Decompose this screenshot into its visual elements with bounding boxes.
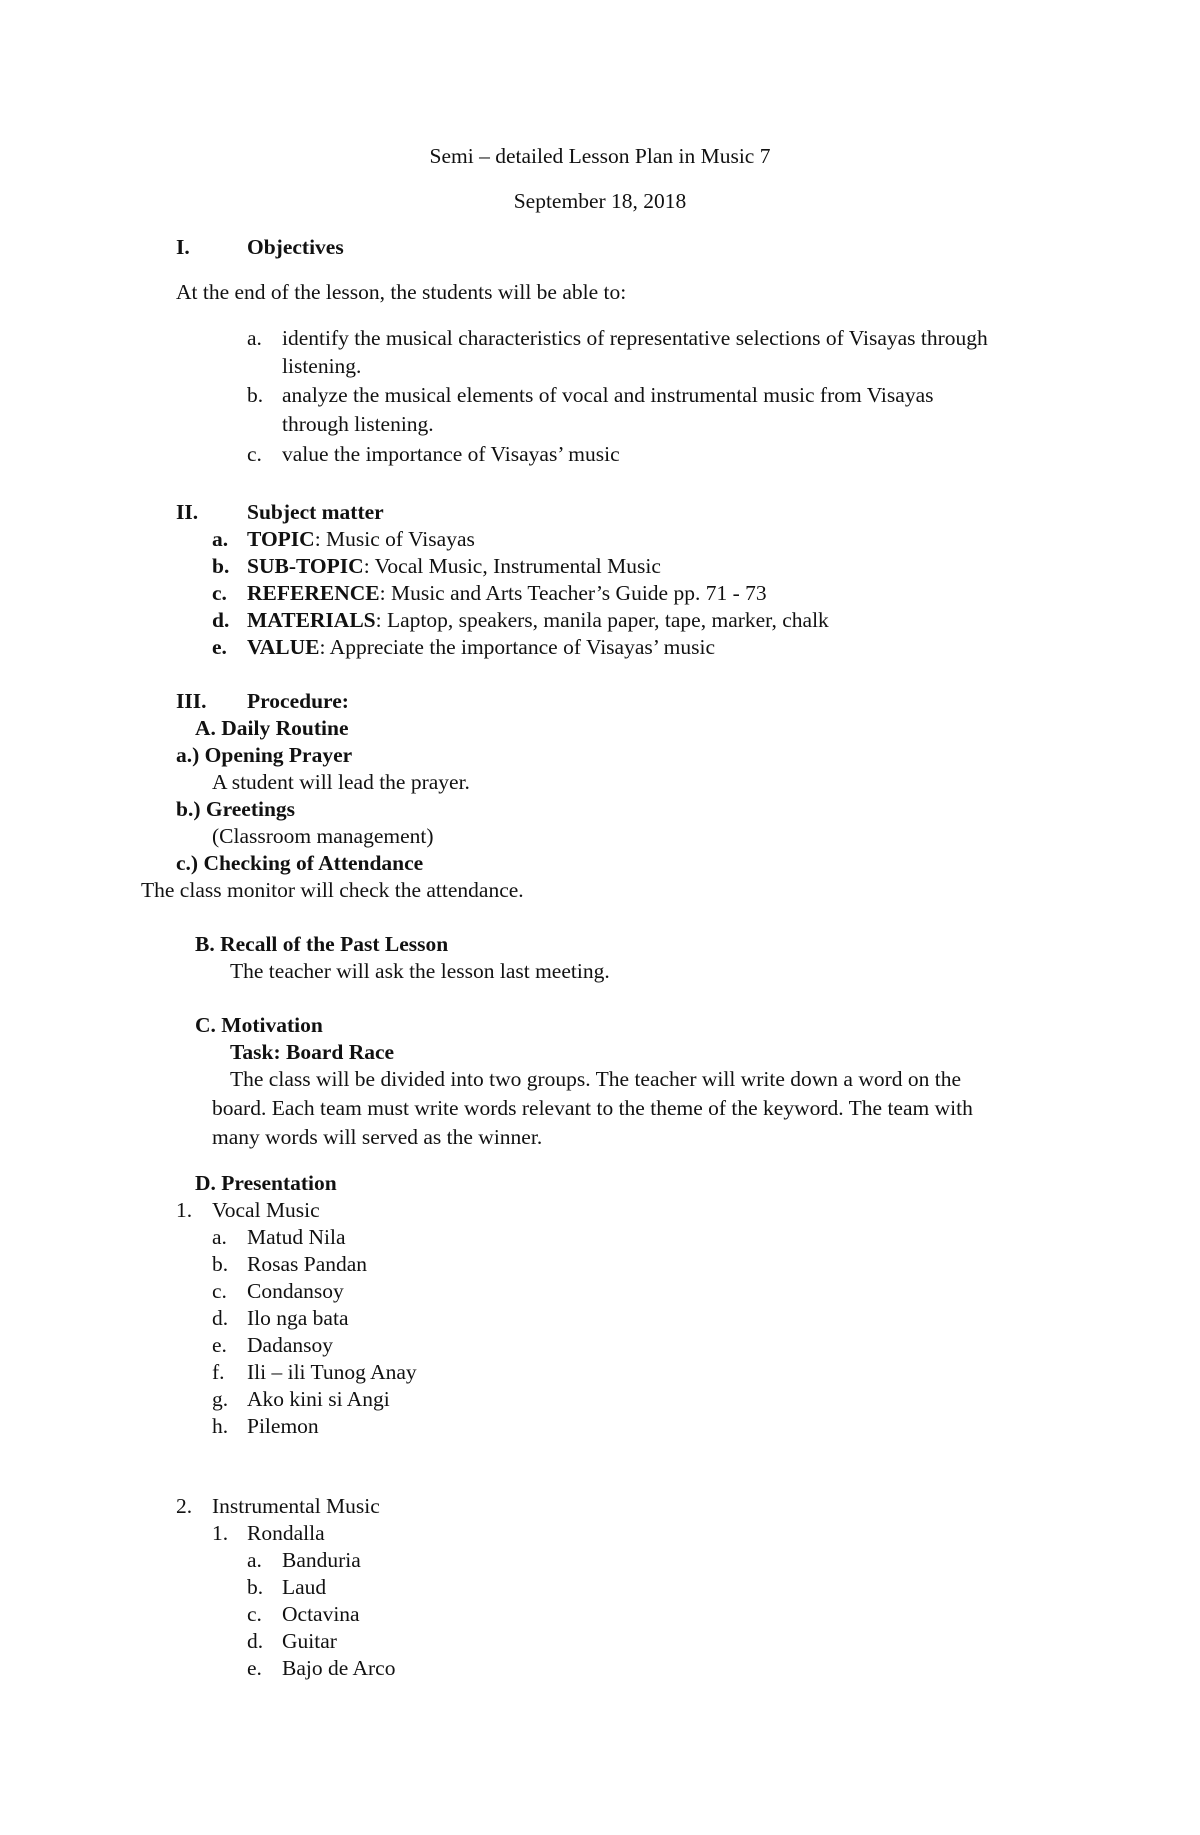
subject-item-letter: d.: [212, 608, 230, 632]
instrumental-music-number: 2.: [176, 1494, 193, 1518]
objective-a-letter: a.: [247, 326, 262, 350]
list-item: Ili – ili Tunog Anay: [247, 1360, 417, 1384]
recall-heading: B. Recall of the Past Lesson: [195, 932, 449, 956]
motivation-task: Task: Board Race: [230, 1040, 395, 1064]
list-item: Bajo de Arco: [282, 1656, 396, 1680]
greetings-text: (Classroom management): [212, 824, 434, 848]
list-item-letter: d.: [247, 1629, 264, 1653]
procedure-number: III.: [176, 689, 207, 713]
list-item-letter: c.: [247, 1602, 262, 1626]
subject-item-value-row: [247, 634, 715, 661]
opening-prayer-heading: a.) Opening Prayer: [176, 743, 353, 767]
list-item-letter: a.: [212, 1225, 227, 1249]
subject-item-reference: [247, 580, 767, 607]
objective-c-letter: c.: [247, 442, 262, 466]
vocal-music-number: 1.: [176, 1198, 193, 1222]
subject-item-key: SUB-TOPIC: [247, 554, 364, 578]
list-item-letter: e.: [247, 1656, 262, 1680]
presentation-heading: D. Presentation: [195, 1171, 337, 1195]
subject-item-letter: e.: [212, 635, 227, 659]
subject-item-key: TOPIC: [247, 527, 315, 551]
list-item-letter: f.: [212, 1360, 225, 1384]
motivation-line-3: many words will served as the winner.: [212, 1125, 543, 1149]
document-date: September 18, 2018: [513, 189, 687, 213]
subject-item-value: : Music of Visayas: [314, 527, 475, 551]
subject-item-materials: [247, 607, 829, 634]
subject-item-value: : Laptop, speakers, manila paper, tape, marker, chalk: [375, 608, 829, 632]
list-item-letter: b.: [247, 1575, 264, 1599]
objective-b-line-1: analyze the musical elements of vocal and instrumental music from Visayas: [282, 383, 934, 407]
objectives-intro: At the end of the lesson, the students will be able to:: [176, 280, 627, 304]
subject-item-value: : Music and Arts Teacher’s Guide pp. 71 - 73: [379, 581, 767, 605]
objective-a-line-1: identify the musical characteristics of representative selections of Visayas through: [282, 326, 988, 350]
motivation-heading: C. Motivation: [195, 1013, 323, 1037]
list-item: Ako kini si Angi: [247, 1387, 390, 1411]
objectives-number: I.: [176, 235, 190, 259]
procedure-heading: Procedure:: [247, 689, 349, 713]
motivation-line-1: The class will be divided into two groups. The teacher will write down a word on the: [230, 1067, 962, 1091]
list-item: Banduria: [282, 1548, 361, 1572]
list-item: Pilemon: [247, 1414, 319, 1438]
greetings-heading: b.) Greetings: [176, 797, 296, 821]
list-item: Matud Nila: [247, 1225, 346, 1249]
list-item-letter: g.: [212, 1387, 229, 1411]
subject-matter-heading: Subject matter: [247, 500, 384, 524]
subject-item-subtopic: [247, 553, 661, 580]
subject-item-letter: b.: [212, 554, 230, 578]
list-item: Laud: [282, 1575, 327, 1599]
objective-b-letter: b.: [247, 383, 264, 407]
list-item-letter: d.: [212, 1306, 229, 1330]
list-item-letter: h.: [212, 1414, 229, 1438]
vocal-music-heading: Vocal Music: [212, 1198, 320, 1222]
list-item-letter: b.: [212, 1252, 229, 1276]
opening-prayer-text: A student will lead the prayer.: [212, 770, 470, 794]
list-item: Rosas Pandan: [247, 1252, 368, 1276]
subject-matter-number: II.: [176, 500, 199, 524]
daily-routine-heading: A. Daily Routine: [195, 716, 349, 740]
list-item-letter: c.: [212, 1279, 227, 1303]
list-item: Ilo nga bata: [247, 1306, 349, 1330]
subject-item-topic: [247, 526, 475, 553]
list-item: Dadansoy: [247, 1333, 333, 1357]
rondalla-number: 1.: [212, 1521, 229, 1545]
motivation-line-2: board. Each team must write words relevant to the theme of the keyword. The team with: [212, 1096, 973, 1120]
objective-c-line-1: value the importance of Visayas’ music: [282, 442, 620, 466]
subject-item-key: VALUE: [247, 635, 320, 659]
subject-item-letter: a.: [212, 527, 229, 551]
list-item-letter: e.: [212, 1333, 227, 1357]
rondalla-heading: Rondalla: [247, 1521, 325, 1545]
list-item: Condansoy: [247, 1279, 344, 1303]
list-item: Octavina: [282, 1602, 360, 1626]
instrumental-music-heading: Instrumental Music: [212, 1494, 380, 1518]
objectives-heading: Objectives: [247, 235, 344, 259]
subject-item-key: REFERENCE: [247, 581, 380, 605]
subject-item-key: MATERIALS: [247, 608, 376, 632]
subject-item-value: : Vocal Music, Instrumental Music: [363, 554, 661, 578]
objective-b-line-2: through listening.: [282, 412, 434, 436]
attendance-text: The class monitor will check the attendance.: [141, 878, 524, 902]
recall-text: The teacher will ask the lesson last meeting.: [230, 959, 610, 983]
subject-item-letter: c.: [212, 581, 227, 605]
document-title: Semi – detailed Lesson Plan in Music 7: [429, 144, 771, 168]
subject-item-value: : Appreciate the importance of Visayas’ music: [319, 635, 716, 659]
attendance-heading: c.) Checking of Attendance: [176, 851, 424, 875]
objective-a-line-2: listening.: [282, 354, 362, 378]
list-item: Guitar: [282, 1629, 337, 1653]
list-item-letter: a.: [247, 1548, 262, 1572]
